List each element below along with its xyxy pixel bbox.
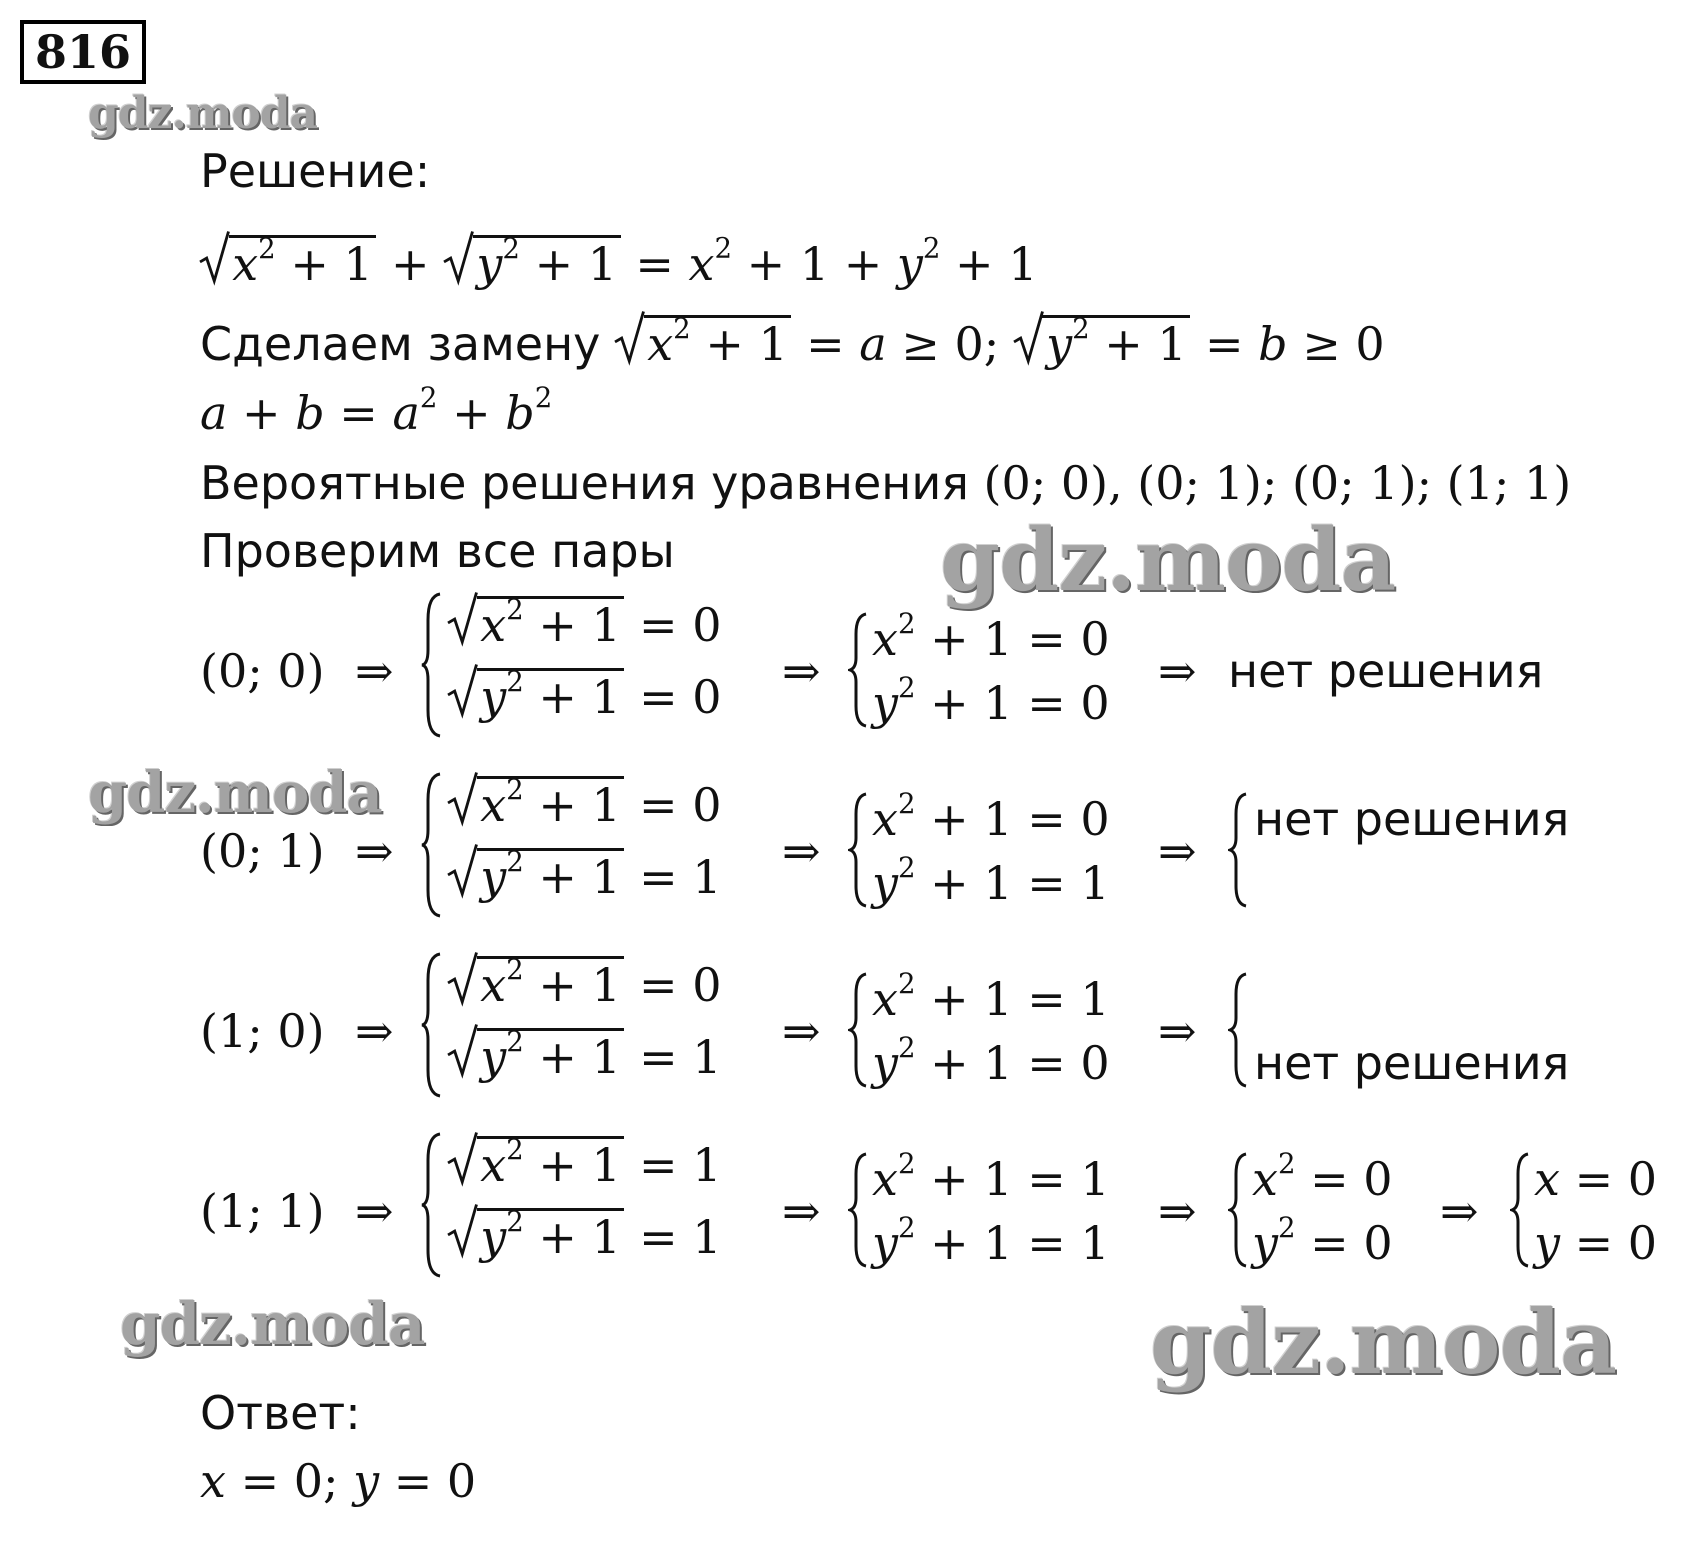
case-0-result: нет решения <box>1228 644 1544 698</box>
brace-icon <box>848 970 870 1090</box>
case-1-sys2: $x^2 + 1 = 0$ $y^2 + 1 = 1$ <box>848 790 1148 910</box>
case-1-arrow-1: ⇒ <box>355 824 394 878</box>
case-2-sys1: $x^2 + 1 = 0$ $y^2 + 1 = 1$ <box>420 950 780 1100</box>
brace-icon <box>1510 1150 1532 1270</box>
case-2-sys2: $x^2 + 1 = 1$ $y^2 + 1 = 0$ <box>848 970 1148 1090</box>
check-label: Проверим все пары <box>200 524 675 578</box>
main-equation: $x^2 + 1$ + $y^2 + 1 = x^2 + 1 + y^2 + 1$ <box>200 235 1038 287</box>
answer-value: x = 0; y = 0 <box>200 1454 477 1508</box>
case-3-sys2: $x^2 + 1 = 1$ $y^2 + 1 = 1$ <box>848 1150 1148 1270</box>
case-1-sys1: $x^2 + 1 = 0$ $y^2 + 1 = 1$ <box>420 770 780 920</box>
candidates-line <box>200 456 1572 510</box>
problem-number: 816 <box>20 20 146 84</box>
case-3-arrow-1: ⇒ <box>355 1184 394 1238</box>
case-3-pair: (1; 1) <box>200 1184 325 1238</box>
case-0-arrow-3: ⇒ <box>1158 644 1197 698</box>
watermark-1: gdz.moda <box>88 88 318 139</box>
case-3-arrow-4: ⇒ <box>1440 1184 1479 1238</box>
brace-icon <box>420 590 444 740</box>
case-1-pair: (0; 1) <box>200 824 325 878</box>
watermark-3: gdz.moda <box>88 760 382 826</box>
case-2-arrow-2: ⇒ <box>782 1004 821 1058</box>
substitution-line: Сделаем замену $x^2 + 1 = a \ge 0$; $y^2 + 1 = b \ge 0$ <box>200 311 1385 371</box>
case-3-sys4: x = 0 y = 0 <box>1510 1150 1680 1270</box>
brace-icon <box>420 770 444 920</box>
brace-icon <box>1228 970 1250 1090</box>
ab-equation: $a + b = a^2 + b^2$ <box>200 380 553 440</box>
case-0-arrow-2: ⇒ <box>782 644 821 698</box>
case-0-pair: (0; 0) <box>200 644 325 698</box>
case-1-result: нет решения <box>1254 792 1570 846</box>
case-1-arrow-3: ⇒ <box>1158 824 1197 878</box>
case-3-arrow-2: ⇒ <box>782 1184 821 1238</box>
case-3-sys1: $x^2 + 1 = 1$ $y^2 + 1 = 1$ <box>420 1130 780 1280</box>
watermark-5: gdz.moda <box>1150 1290 1617 1394</box>
brace-icon <box>420 950 444 1100</box>
brace-icon <box>420 1130 444 1280</box>
brace-icon <box>848 610 870 730</box>
brace-icon <box>848 790 870 910</box>
case-1-sys3 <box>1228 790 1628 910</box>
case-2-arrow-3: ⇒ <box>1158 1004 1197 1058</box>
watermark-4: gdz.moda <box>120 1290 425 1358</box>
solution-heading: Решение: <box>200 144 431 198</box>
substitution-label: Сделаем замену <box>200 316 601 371</box>
case-0-sys1: $x^2 + 1 = 0$ $y^2 + 1 = 0$ <box>420 590 780 740</box>
brace-icon <box>1228 1150 1250 1270</box>
watermark-2: gdz.moda <box>940 510 1396 611</box>
case-3-sys3: $x^2 = 0$ $y^2 = 0$ <box>1228 1150 1428 1270</box>
candidates-label: Вероятные решения уравнения <box>200 456 969 510</box>
case-2-sys3 <box>1228 970 1628 1090</box>
answer-label: Ответ: <box>200 1386 361 1440</box>
case-3-arrow-3: ⇒ <box>1158 1184 1197 1238</box>
case-1-arrow-2: ⇒ <box>782 824 821 878</box>
case-2-arrow-1: ⇒ <box>355 1004 394 1058</box>
brace-icon <box>848 1150 870 1270</box>
case-2-result: нет решения <box>1254 1036 1570 1090</box>
case-0-arrow-1: ⇒ <box>355 644 394 698</box>
case-0-sys2: $x^2 + 1 = 0$ $y^2 + 1 = 0$ <box>848 610 1148 730</box>
candidates-values: (0; 0), (0; 1); (0; 1); (1; 1) <box>983 456 1572 510</box>
brace-icon <box>1228 790 1250 910</box>
case-2-pair: (1; 0) <box>200 1004 325 1058</box>
